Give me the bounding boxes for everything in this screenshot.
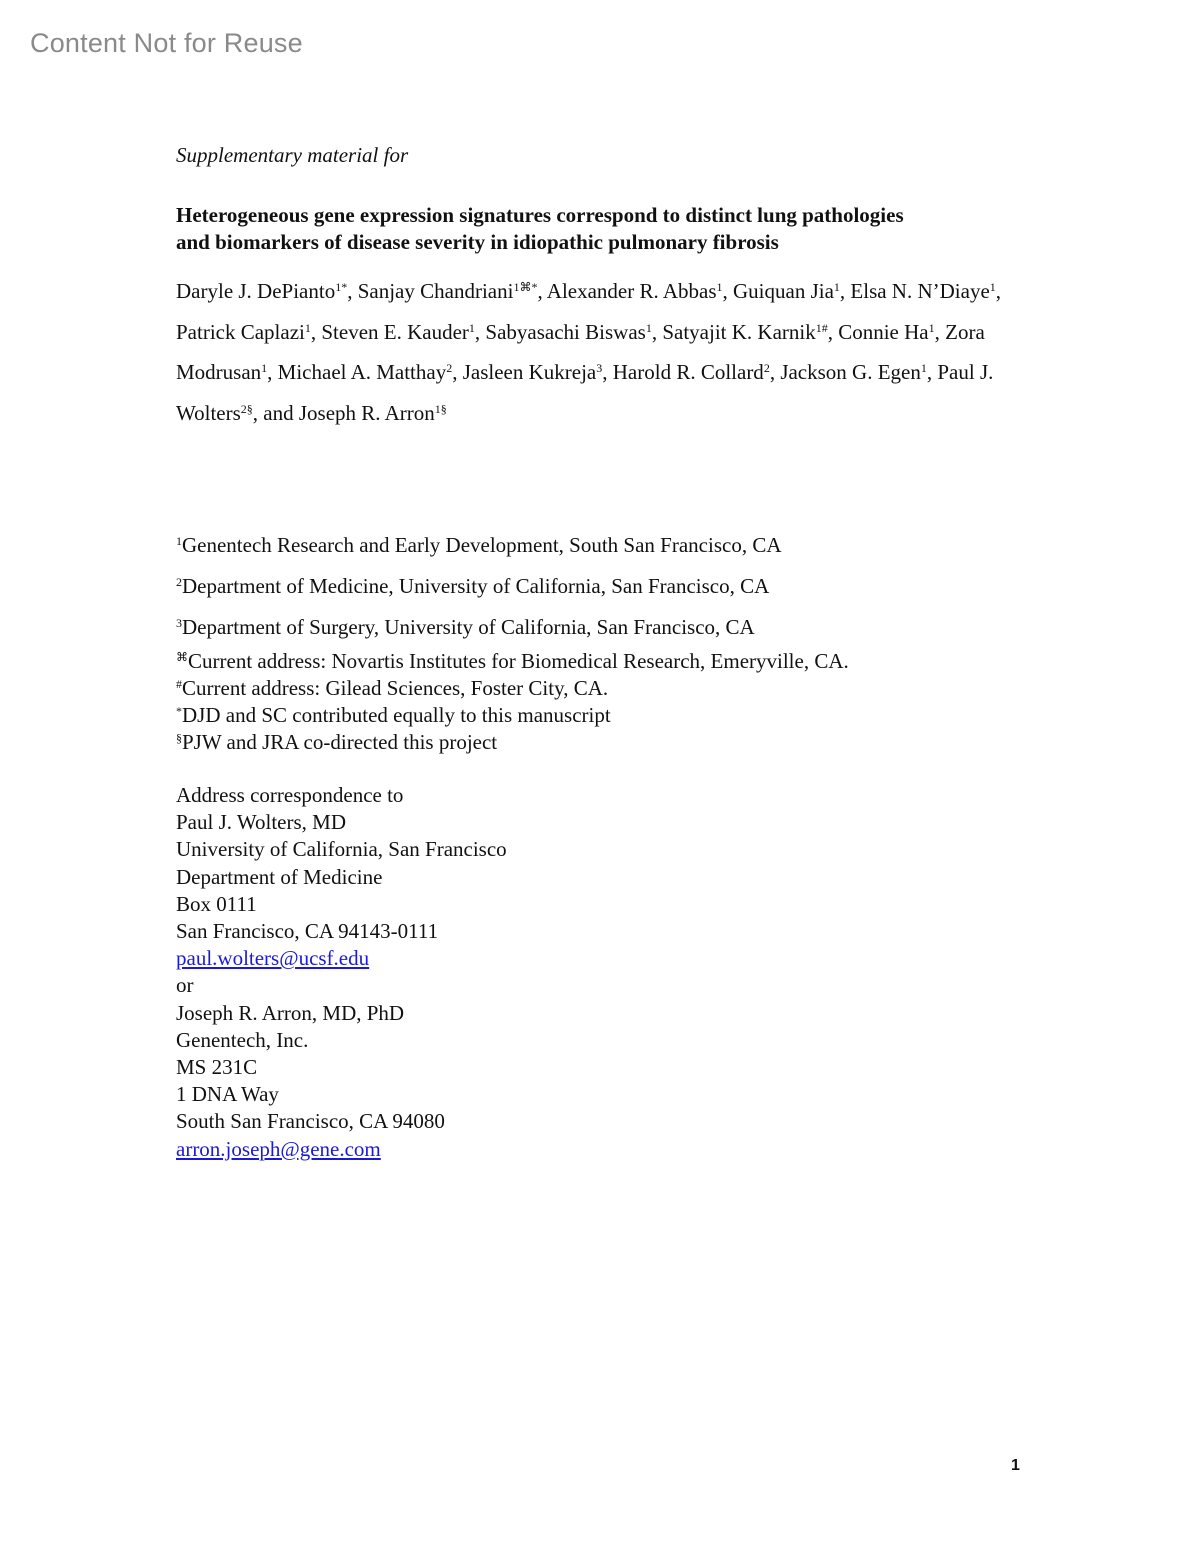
address-line: Department of Medicine (176, 864, 383, 889)
author-affiliation-mark: 1 (833, 280, 840, 294)
address-line: Genentech, Inc. (176, 1027, 309, 1052)
author (176, 320, 311, 344)
title-line: and biomarkers of disease severity in idiopathic pulmonary fibrosis (176, 230, 779, 254)
affiliation-mark: 1 (176, 534, 182, 548)
affiliation-line (176, 525, 1056, 566)
affiliation-mark: 2 (176, 575, 182, 589)
affiliation-line (176, 566, 1056, 607)
footnote-line (176, 702, 1056, 729)
author (547, 279, 723, 303)
address-line: Box 0111 (176, 891, 257, 916)
author-separator: , (839, 279, 851, 303)
author (358, 279, 538, 303)
footnote-text: Current address: Gilead Sciences, Foster City, CA. (182, 676, 609, 700)
author-separator: , (267, 360, 278, 384)
correspondence-block (176, 782, 1056, 1163)
author-affiliation-mark: 1 (989, 280, 996, 294)
author-affiliation-mark: 1 (261, 361, 268, 375)
address-line: 1 DNA Way (176, 1082, 279, 1107)
author-affiliation-mark: 1 (304, 320, 311, 335)
affiliation-text: Genentech Research and Early Development, South San Francisco, CA (182, 533, 782, 557)
author-name: Steven E. Kauder (321, 319, 469, 344)
author-name: Sanjay Chandriani (357, 279, 514, 303)
author (838, 320, 934, 344)
author-separator: , (769, 360, 781, 384)
author-separator: , (452, 360, 463, 384)
footnote-mark: ⌘ (176, 650, 188, 664)
author-affiliation-mark: 1 (468, 320, 475, 335)
author-name: Satyajit K. Karnik (662, 319, 816, 344)
author-affiliation-mark: 3 (596, 361, 603, 375)
correspondence-heading: Address correspondence to (176, 783, 404, 807)
watermark: Content Not for Reuse (30, 28, 303, 58)
author-separator: , (722, 279, 733, 303)
author (463, 360, 603, 384)
author-name: Guiquan Jia (733, 279, 834, 303)
author-name: Elsa N. N’Diaye (850, 279, 990, 303)
author (850, 279, 995, 303)
author-separator: , (926, 360, 938, 384)
paper-title (176, 202, 1056, 256)
author-affiliation-mark: 2 (446, 361, 453, 375)
address-line: Paul J. Wolters, MD (176, 810, 347, 835)
author-separator: , (347, 279, 358, 303)
author-affiliation-mark: 1* (335, 280, 348, 294)
author-affiliation-mark: 1 (928, 320, 935, 335)
address-line: University of California, San Francisco (176, 837, 507, 862)
author (299, 401, 447, 425)
address-line: MS 231C (176, 1055, 258, 1080)
author-separator: , (474, 319, 486, 344)
document-page (176, 138, 1056, 1163)
affiliation-text: Department of Medicine, University of California, San Francisco, CA (182, 574, 770, 598)
author-name: Joseph R. Arron (298, 400, 435, 425)
footnote-text: DJD and SC contributed equally to this manuscript (182, 703, 611, 727)
author-name: Alexander R. Abbas (546, 279, 717, 303)
author-name: Jasleen Kukreja (462, 360, 597, 384)
author-separator: , (934, 319, 946, 344)
author (733, 279, 840, 303)
author-separator: , (602, 360, 613, 384)
author-affiliation-mark: 1 (920, 361, 927, 375)
email-link-paul-wolters[interactable]: paul.wolters@ucsf.edu (176, 946, 370, 971)
affiliation-line (176, 607, 1056, 648)
author-list (176, 271, 1056, 433)
footnote-line (176, 675, 1056, 702)
author-separator: , (827, 319, 839, 344)
address-line: South San Francisco, CA 94080 (176, 1109, 445, 1134)
author-name: Zora Modrusan (176, 319, 985, 384)
address-line: San Francisco, CA 94143-0111 (176, 919, 439, 944)
footnote-text: PJW and JRA co-directed this project (182, 730, 498, 754)
author-affiliation-mark: 1 (645, 320, 652, 335)
affiliation-mark: 3 (176, 616, 182, 630)
author-affiliation-mark: 1⌘* (513, 280, 538, 294)
author (485, 320, 651, 344)
footnote-mark: # (176, 677, 182, 691)
author (278, 360, 453, 384)
author (176, 279, 347, 303)
affiliation-text: Department of Surgery, University of California, San Francisco, CA (182, 615, 755, 639)
title-line: Heterogeneous gene expression signatures correspond to distinct lung pathologies (176, 203, 904, 227)
page-number: 1 (1011, 1457, 1020, 1474)
contact-paul-wolters (176, 809, 1056, 945)
footnote-mark: * (176, 704, 182, 718)
author (662, 320, 827, 344)
author-name: Daryle J. DePianto (176, 279, 336, 303)
author-affiliation-mark: 1 (716, 280, 723, 294)
author-affiliation-mark: 1# (815, 320, 828, 335)
author-separator: , (651, 319, 663, 344)
affiliations (176, 525, 1056, 756)
author-name: Paul J. Wolters (176, 360, 994, 425)
author-name: Sabyasachi Biswas (485, 319, 646, 344)
supplementary-label: Supplementary material for (176, 143, 409, 167)
author (321, 320, 475, 344)
author-separator: , (537, 279, 547, 303)
author-affiliation-mark: 2 (763, 361, 770, 375)
author-name: Michael A. Matthay (277, 360, 447, 384)
author-separator: , (995, 279, 1002, 303)
contact-joseph-arron (176, 1000, 1056, 1136)
author-name: Harold R. Collard (612, 360, 764, 384)
address-line: Joseph R. Arron, MD, PhD (176, 1000, 405, 1025)
contact-separator: or (176, 973, 194, 998)
footnote-text: Current address: Novartis Institutes for Biomedical Research, Emeryville, CA. (188, 649, 849, 673)
author-separator: , (310, 319, 322, 344)
footnote-line (176, 648, 1056, 675)
email-link-joseph-arron[interactable]: arron.joseph@gene.com (176, 1136, 381, 1161)
author-name: Jackson G. Egen (780, 360, 921, 384)
footnote-mark: § (176, 731, 182, 745)
author-affiliation-mark: 2§ (240, 401, 253, 416)
author-name: Patrick Caplazi (176, 319, 305, 344)
author-name: Connie Ha (838, 319, 929, 344)
author-separator: , and (252, 400, 299, 425)
footnote-line (176, 729, 1056, 756)
author-affiliation-mark: 1§ (434, 401, 447, 416)
author (780, 360, 927, 384)
author (613, 360, 770, 384)
